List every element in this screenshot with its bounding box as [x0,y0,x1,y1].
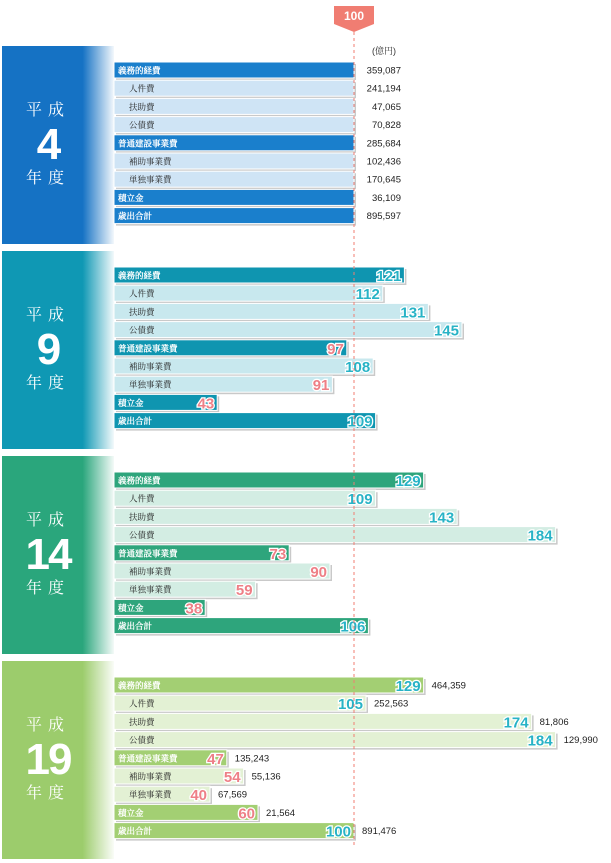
unit-label: (億円) [372,46,396,56]
category-label: 扶助費 [129,511,155,522]
category-label: 人件費 [129,83,155,94]
index-label: 73 [269,545,287,563]
index-label: 38 [185,600,203,618]
bar [114,508,457,527]
index-label: 43 [197,395,215,413]
index-label: 129 [395,678,421,695]
era-suffix: 年度 [25,580,70,597]
category-label: 人件費 [129,288,155,299]
category-label: 義務的経費 [118,680,161,691]
index-label: 40 [190,787,207,805]
category-label: 扶助費 [129,101,155,112]
bar [114,413,376,429]
category-label: 補助事業費 [129,361,172,372]
value-label: 895,597 [366,211,401,223]
value-label: 67,569 [218,789,248,801]
category-label: 歳出合計 [118,211,153,222]
index-label: 109 [347,491,373,509]
era-suffix: 年度 [25,785,70,802]
category-label: 公債費 [129,325,155,336]
category-label: 歳出合計 [118,826,153,837]
index-label: 91 [312,377,330,395]
index-label: 108 [345,359,371,376]
index-label: 54 [223,769,241,786]
category-label: 公債費 [129,120,155,131]
era-label [2,715,94,805]
era-label [2,100,94,190]
category-label: 積立金 [118,192,144,203]
index-label: 184 [527,527,553,545]
category-label: 普通建設事業費 [118,753,178,764]
index-label: 100 [325,823,351,841]
category-label: 単独事業費 [129,174,172,185]
category-label: 歳出合計 [118,621,153,632]
index-label: 131 [400,304,426,322]
era-label [2,305,94,395]
category-label: 扶助費 [129,306,155,317]
category-label: 義務的経費 [118,475,161,486]
category-label: 積立金 [118,807,144,818]
era-year: 9 [36,325,60,374]
index-label: 106 [340,618,366,636]
category-label: 積立金 [118,602,144,613]
era-suffix: 年度 [25,170,70,187]
category-label: 単独事業費 [129,789,172,800]
category-label: 補助事業費 [129,771,172,782]
value-label: 285,684 [366,138,401,150]
category-label: 普通建設事業費 [118,548,178,559]
era-prefix: 平成 [25,717,70,734]
bar [114,732,556,748]
category-label: 扶助費 [129,716,155,727]
era-prefix: 平成 [25,307,70,324]
value-label: 55,136 [251,771,281,783]
category-label: 義務的経費 [118,270,161,281]
category-label: 単独事業費 [129,379,172,390]
bar [114,303,428,322]
index-label: 59 [235,582,253,600]
era-year: 4 [36,120,60,169]
value-label: 70,828 [371,120,401,132]
index-label: 112 [355,286,380,304]
category-label: 積立金 [118,397,144,408]
value-label: 359,087 [366,65,401,77]
era-suffix: 年度 [25,375,70,392]
era-year: 19 [25,735,71,784]
category-label: 普通建設事業費 [118,343,178,354]
category-label: 公債費 [129,735,155,746]
reference-badge-label: 100 [343,9,365,23]
index-label: 143 [429,509,455,527]
index-label: 184 [527,732,553,750]
bar [114,527,556,543]
index-label: 129 [395,473,421,490]
category-label: 人件費 [129,698,155,709]
category-label: 人件費 [129,493,155,504]
bar [114,189,354,205]
category-label: 公債費 [129,530,155,541]
category-label: 補助事業費 [129,156,172,167]
bar [114,618,368,634]
category-label: 単独事業費 [129,584,172,595]
index-label: 105 [337,696,363,714]
value-label: 36,109 [371,192,401,204]
value-label: 170,645 [366,174,401,186]
index-label: 47 [207,750,224,768]
value-label: 129,990 [563,735,598,747]
era-prefix: 平成 [25,512,70,529]
bar [114,322,462,338]
value-label: 252,563 [374,698,409,710]
index-label: 174 [503,714,529,732]
value-label: 21,564 [266,807,296,819]
value-label: 891,476 [362,826,397,838]
index-label: 60 [238,805,255,823]
category-label: 補助事業費 [129,566,172,577]
category-label: 歳出合計 [118,416,153,427]
value-label: 135,243 [234,753,270,765]
category-label: 義務的経費 [118,65,161,76]
index-label: 121 [376,268,402,285]
value-label: 241,194 [366,83,401,95]
bar [114,713,532,732]
category-label: 普通建設事業費 [118,138,178,149]
value-label: 81,806 [539,716,569,728]
index-label: 109 [347,413,373,431]
era-label [2,510,94,600]
value-label: 47,065 [371,101,401,113]
value-label: 102,436 [366,156,401,168]
era-prefix: 平成 [25,102,70,119]
index-label: 145 [433,322,459,340]
era-year: 14 [25,530,71,579]
index-label: 90 [310,564,327,581]
index-label: 97 [327,340,344,358]
value-label: 464,359 [431,680,466,692]
